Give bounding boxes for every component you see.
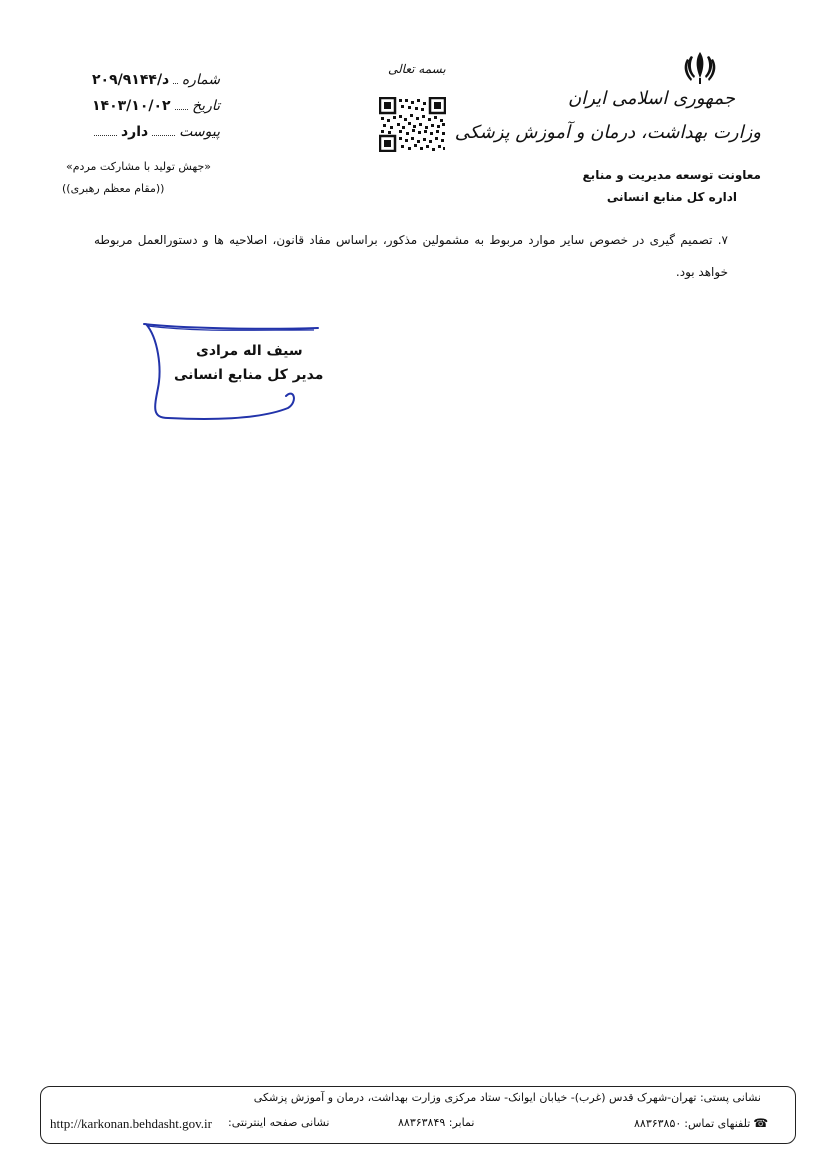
letter-attachment-label: پیوست	[179, 124, 220, 140]
telephone-icon: ☎	[753, 1116, 769, 1130]
signatory-name: سیف اله مرادی	[196, 343, 303, 359]
dotted-leader	[173, 82, 178, 84]
letter-number-value: د/۲۰۹/۹۱۴۴	[92, 72, 170, 88]
body-paragraph: ۷. تصمیم گیری در خصوص سایر موارد مربوط به مشمولین مذکور، براساس مفاد قانون، اصلاحیه ها و دستورالعمل مربوطه خواهد بود.	[94, 233, 728, 279]
fax-value: ۸۸۳۶۳۸۴۹	[398, 1116, 446, 1129]
letter-date-value: ۱۴۰۳/۱۰/۰۲	[92, 98, 171, 114]
iran-emblem-icon	[680, 48, 720, 88]
footer-fax	[398, 1116, 474, 1129]
letter-date-label: تاریخ	[192, 98, 220, 114]
letter-attachment-value: دارد	[120, 124, 149, 140]
ministry-line-2: وزارت بهداشت، درمان و آموزش پزشکی	[454, 122, 761, 143]
letter-number-row	[92, 72, 220, 88]
website-url[interactable]: http://karkonan.behdasht.gov.ir	[50, 1116, 212, 1131]
footer-address: نشانی پستی: تهران-شهرک قدس (غرب)- خیابان ایوانک- ستاد مرکزی وزارت بهداشت، درمان و آموزش پزشکی	[253, 1091, 761, 1104]
ministry-line-1: جمهوری اسلامی ایران	[568, 88, 735, 109]
website-label: نشانی صفحه اینترنتی:	[228, 1116, 330, 1129]
footer-phone	[634, 1116, 768, 1130]
year-slogan: «جهش تولید با مشارکت مردم»	[66, 160, 212, 173]
letter-date-row	[92, 98, 220, 114]
dotted-leader	[94, 134, 117, 136]
dotted-leader	[175, 108, 189, 110]
department-name: اداره کل منابع انسانی	[606, 190, 737, 204]
fax-label: نمابر:	[448, 1116, 475, 1129]
letter-attachment-row	[92, 124, 220, 140]
phone-label: تلفنهای تماس:	[684, 1116, 751, 1130]
dotted-leader	[152, 134, 175, 136]
phone-value: ۸۸۳۶۳۸۵۰	[634, 1116, 682, 1130]
slogan-source: ((مقام معظم رهبری))	[62, 182, 165, 195]
qr-code-icon	[379, 97, 446, 152]
besmellah: بسمه تعالی	[388, 62, 446, 76]
signatory-title: مدیر کل منابع انسانی	[174, 367, 324, 383]
letter-number-label: شماره	[181, 72, 220, 88]
deputy-name: معاونت توسعه مدیریت و منابع	[582, 168, 761, 182]
